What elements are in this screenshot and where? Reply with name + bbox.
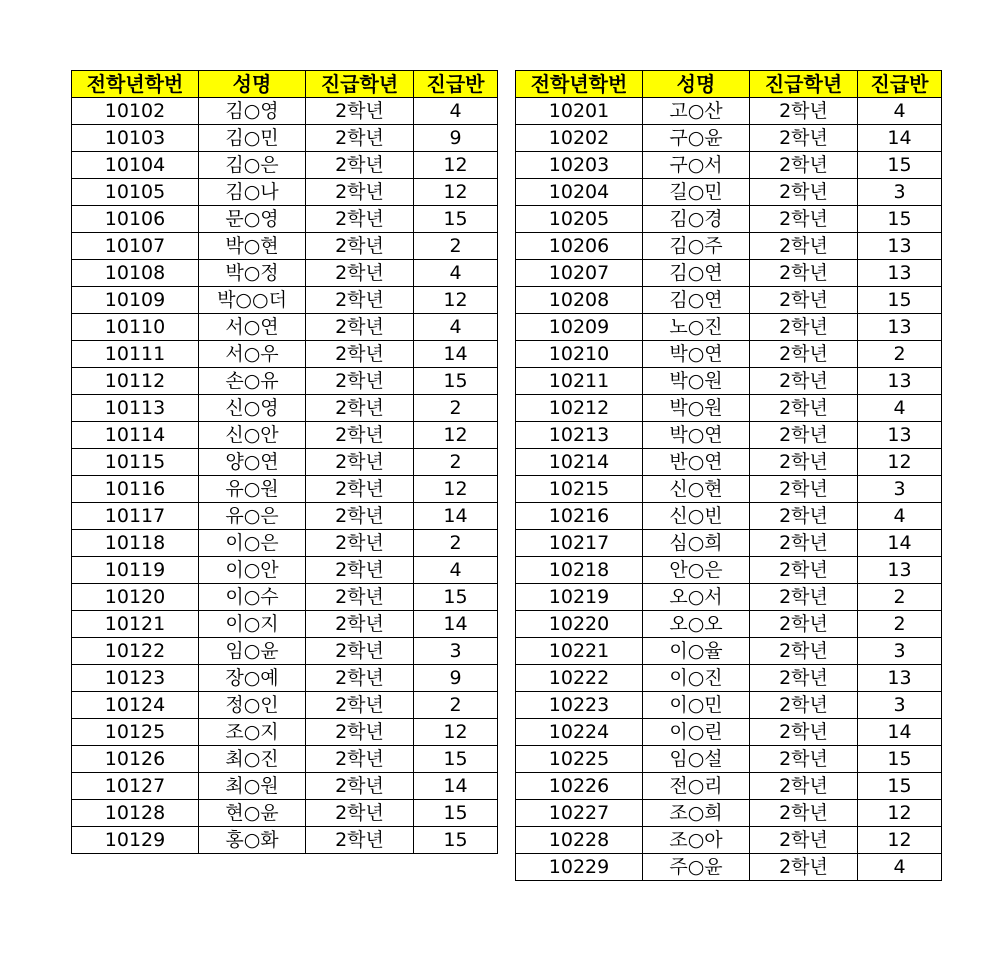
cell-name: 홍○화	[199, 827, 306, 854]
cell-student-id: 10212	[516, 395, 643, 422]
cell-promoted-class: 2	[414, 449, 498, 476]
cell-promoted-grade: 2학년	[306, 98, 414, 125]
cell-student-id: 10126	[72, 746, 199, 773]
cell-name: 이○은	[199, 530, 306, 557]
table-row	[516, 476, 942, 503]
cell-name: 김○민	[199, 125, 306, 152]
table-row	[516, 854, 942, 881]
cell-promoted-grade: 2학년	[306, 368, 414, 395]
table-row	[516, 800, 942, 827]
table-row	[72, 125, 498, 152]
table-row	[72, 800, 498, 827]
cell-promoted-grade: 2학년	[750, 125, 858, 152]
cell-name: 김○주	[643, 233, 750, 260]
cell-student-id: 10210	[516, 341, 643, 368]
cell-student-id: 10121	[72, 611, 199, 638]
cell-promoted-grade: 2학년	[306, 665, 414, 692]
cell-student-id: 10223	[516, 692, 643, 719]
cell-promoted-class: 15	[858, 773, 942, 800]
table-row	[72, 719, 498, 746]
cell-promoted-class: 4	[414, 260, 498, 287]
cell-promoted-grade: 2학년	[750, 503, 858, 530]
cell-promoted-grade: 2학년	[306, 476, 414, 503]
cell-promoted-class: 12	[414, 152, 498, 179]
table-row	[516, 422, 942, 449]
cell-name: 박○현	[199, 233, 306, 260]
cell-name: 김○연	[643, 260, 750, 287]
cell-name: 김○연	[643, 287, 750, 314]
cell-student-id: 10205	[516, 206, 643, 233]
cell-promoted-class: 2	[414, 395, 498, 422]
cell-name: 반○연	[643, 449, 750, 476]
table-row	[516, 611, 942, 638]
cell-student-id: 10207	[516, 260, 643, 287]
roster-table-right	[515, 70, 942, 881]
table-row	[516, 341, 942, 368]
cell-promoted-grade: 2학년	[306, 800, 414, 827]
cell-promoted-grade: 2학년	[306, 557, 414, 584]
cell-name: 문○영	[199, 206, 306, 233]
cell-name: 이○안	[199, 557, 306, 584]
table-row	[516, 368, 942, 395]
cell-name: 조○지	[199, 719, 306, 746]
cell-promoted-class: 4	[414, 557, 498, 584]
cell-student-id: 10229	[516, 854, 643, 881]
cell-promoted-class: 13	[858, 665, 942, 692]
cell-promoted-grade: 2학년	[750, 584, 858, 611]
cell-promoted-class: 15	[858, 152, 942, 179]
cell-promoted-class: 12	[414, 422, 498, 449]
cell-promoted-class: 15	[414, 746, 498, 773]
cell-student-id: 10206	[516, 233, 643, 260]
cell-name: 양○연	[199, 449, 306, 476]
cell-name: 장○예	[199, 665, 306, 692]
cell-promoted-class: 14	[858, 719, 942, 746]
cell-student-id: 10116	[72, 476, 199, 503]
table-row	[516, 206, 942, 233]
cell-promoted-class: 14	[414, 341, 498, 368]
table-row	[516, 557, 942, 584]
cell-promoted-grade: 2학년	[750, 530, 858, 557]
table-row	[516, 746, 942, 773]
header-row	[72, 71, 498, 98]
cell-promoted-class: 4	[858, 395, 942, 422]
cell-student-id: 10122	[72, 638, 199, 665]
cell-student-id: 10123	[72, 665, 199, 692]
cell-student-id: 10203	[516, 152, 643, 179]
cell-student-id: 10113	[72, 395, 199, 422]
cell-name: 임○윤	[199, 638, 306, 665]
table-row	[72, 503, 498, 530]
cell-promoted-grade: 2학년	[306, 638, 414, 665]
table-row	[72, 611, 498, 638]
cell-promoted-class: 13	[858, 422, 942, 449]
cell-promoted-class: 14	[858, 530, 942, 557]
cell-promoted-grade: 2학년	[750, 98, 858, 125]
table-row	[516, 719, 942, 746]
cell-promoted-grade: 2학년	[306, 773, 414, 800]
cell-name: 오○오	[643, 611, 750, 638]
cell-promoted-grade: 2학년	[750, 206, 858, 233]
cell-student-id: 10117	[72, 503, 199, 530]
cell-name: 신○빈	[643, 503, 750, 530]
cell-name: 김○경	[643, 206, 750, 233]
table-row	[516, 773, 942, 800]
cell-name: 김○영	[199, 98, 306, 125]
cell-promoted-grade: 2학년	[750, 368, 858, 395]
table-row	[72, 179, 498, 206]
cell-student-id: 10107	[72, 233, 199, 260]
header-promoted-grade: 진급학년	[306, 71, 414, 98]
table-row	[516, 665, 942, 692]
cell-student-id: 10227	[516, 800, 643, 827]
cell-name: 이○민	[643, 692, 750, 719]
cell-name: 임○설	[643, 746, 750, 773]
cell-student-id: 10218	[516, 557, 643, 584]
table-row	[516, 152, 942, 179]
table-row	[516, 692, 942, 719]
cell-promoted-class: 14	[858, 125, 942, 152]
roster-body-right	[516, 98, 942, 881]
cell-promoted-grade: 2학년	[750, 395, 858, 422]
table-row	[72, 557, 498, 584]
cell-promoted-class: 15	[414, 584, 498, 611]
cell-name: 최○진	[199, 746, 306, 773]
cell-student-id: 10104	[72, 152, 199, 179]
table-row	[516, 503, 942, 530]
cell-name: 전○리	[643, 773, 750, 800]
table-row	[516, 314, 942, 341]
cell-student-id: 10209	[516, 314, 643, 341]
cell-promoted-class: 14	[414, 503, 498, 530]
cell-name: 서○우	[199, 341, 306, 368]
cell-promoted-grade: 2학년	[750, 827, 858, 854]
cell-promoted-grade: 2학년	[306, 530, 414, 557]
cell-name: 구○윤	[643, 125, 750, 152]
roster-table-left	[71, 70, 498, 854]
cell-promoted-grade: 2학년	[306, 152, 414, 179]
cell-promoted-grade: 2학년	[750, 179, 858, 206]
cell-promoted-grade: 2학년	[306, 233, 414, 260]
table-row	[516, 125, 942, 152]
cell-student-id: 10102	[72, 98, 199, 125]
table-row	[516, 530, 942, 557]
cell-student-id: 10115	[72, 449, 199, 476]
header-row	[516, 71, 942, 98]
table-row	[72, 368, 498, 395]
cell-student-id: 10226	[516, 773, 643, 800]
cell-student-id: 10220	[516, 611, 643, 638]
table-row	[72, 746, 498, 773]
cell-student-id: 10127	[72, 773, 199, 800]
table-row	[516, 395, 942, 422]
cell-name: 이○수	[199, 584, 306, 611]
cell-student-id: 10106	[72, 206, 199, 233]
cell-promoted-class: 3	[858, 638, 942, 665]
cell-student-id: 10125	[72, 719, 199, 746]
cell-student-id: 10112	[72, 368, 199, 395]
cell-promoted-class: 15	[858, 287, 942, 314]
table-row	[72, 692, 498, 719]
cell-name: 이○지	[199, 611, 306, 638]
cell-promoted-class: 2	[858, 584, 942, 611]
table-row	[72, 287, 498, 314]
cell-promoted-grade: 2학년	[306, 125, 414, 152]
cell-student-id: 10109	[72, 287, 199, 314]
cell-promoted-class: 13	[858, 368, 942, 395]
cell-student-id: 10105	[72, 179, 199, 206]
table-row	[72, 476, 498, 503]
cell-promoted-grade: 2학년	[750, 287, 858, 314]
cell-student-id: 10211	[516, 368, 643, 395]
cell-promoted-grade: 2학년	[750, 476, 858, 503]
cell-promoted-class: 12	[414, 719, 498, 746]
cell-name: 신○현	[643, 476, 750, 503]
table-row	[516, 179, 942, 206]
cell-name: 고○산	[643, 98, 750, 125]
cell-promoted-class: 3	[858, 476, 942, 503]
cell-promoted-class: 14	[414, 773, 498, 800]
cell-promoted-grade: 2학년	[750, 314, 858, 341]
table-row	[72, 260, 498, 287]
cell-promoted-class: 2	[414, 692, 498, 719]
cell-promoted-grade: 2학년	[750, 773, 858, 800]
table-row	[516, 449, 942, 476]
cell-promoted-class: 12	[858, 800, 942, 827]
cell-name: 박○연	[643, 341, 750, 368]
cell-promoted-class: 15	[858, 746, 942, 773]
cell-promoted-class: 4	[414, 98, 498, 125]
cell-promoted-class: 9	[414, 125, 498, 152]
header-name: 성명	[199, 71, 306, 98]
cell-promoted-grade: 2학년	[750, 152, 858, 179]
cell-student-id: 10215	[516, 476, 643, 503]
cell-promoted-class: 15	[414, 368, 498, 395]
cell-student-id: 10221	[516, 638, 643, 665]
cell-name: 구○서	[643, 152, 750, 179]
cell-promoted-grade: 2학년	[750, 719, 858, 746]
cell-promoted-grade: 2학년	[750, 557, 858, 584]
cell-name: 이○진	[643, 665, 750, 692]
cell-promoted-grade: 2학년	[306, 179, 414, 206]
cell-student-id: 10114	[72, 422, 199, 449]
cell-promoted-grade: 2학년	[306, 692, 414, 719]
cell-promoted-grade: 2학년	[306, 341, 414, 368]
cell-name: 박○정	[199, 260, 306, 287]
cell-promoted-grade: 2학년	[306, 827, 414, 854]
cell-student-id: 10224	[516, 719, 643, 746]
header-promoted-grade: 진급학년	[750, 71, 858, 98]
cell-name: 이○린	[643, 719, 750, 746]
cell-promoted-class: 4	[858, 98, 942, 125]
cell-promoted-class: 12	[414, 476, 498, 503]
cell-promoted-grade: 2학년	[306, 422, 414, 449]
cell-promoted-grade: 2학년	[306, 449, 414, 476]
cell-promoted-grade: 2학년	[306, 719, 414, 746]
cell-name: 안○은	[643, 557, 750, 584]
cell-name: 박○연	[643, 422, 750, 449]
cell-student-id: 10217	[516, 530, 643, 557]
cell-name: 신○영	[199, 395, 306, 422]
table-row	[72, 584, 498, 611]
cell-promoted-class: 3	[858, 692, 942, 719]
cell-student-id: 10214	[516, 449, 643, 476]
cell-promoted-class: 3	[414, 638, 498, 665]
cell-promoted-class: 15	[414, 800, 498, 827]
header-name: 성명	[643, 71, 750, 98]
table-row	[72, 152, 498, 179]
cell-promoted-class: 2	[414, 530, 498, 557]
cell-student-id: 10201	[516, 98, 643, 125]
cell-promoted-class: 12	[414, 179, 498, 206]
cell-name: 주○윤	[643, 854, 750, 881]
table-row	[72, 98, 498, 125]
cell-promoted-class: 12	[858, 449, 942, 476]
cell-student-id: 10128	[72, 800, 199, 827]
cell-promoted-grade: 2학년	[306, 503, 414, 530]
header-student-id: 전학년학번	[72, 71, 199, 98]
cell-promoted-class: 13	[858, 260, 942, 287]
table-row	[72, 233, 498, 260]
table-row	[516, 584, 942, 611]
cell-promoted-grade: 2학년	[306, 584, 414, 611]
cell-student-id: 10111	[72, 341, 199, 368]
cell-promoted-class: 4	[858, 854, 942, 881]
cell-name: 김○나	[199, 179, 306, 206]
cell-promoted-grade: 2학년	[750, 341, 858, 368]
table-row	[72, 206, 498, 233]
cell-name: 유○원	[199, 476, 306, 503]
cell-promoted-grade: 2학년	[750, 233, 858, 260]
cell-promoted-class: 12	[414, 287, 498, 314]
cell-promoted-class: 15	[414, 827, 498, 854]
table-row	[72, 773, 498, 800]
cell-student-id: 10222	[516, 665, 643, 692]
table-row	[516, 287, 942, 314]
cell-promoted-class: 2	[858, 611, 942, 638]
cell-promoted-grade: 2학년	[306, 287, 414, 314]
cell-promoted-grade: 2학년	[750, 449, 858, 476]
cell-student-id: 10110	[72, 314, 199, 341]
cell-name: 서○연	[199, 314, 306, 341]
cell-name: 박○원	[643, 395, 750, 422]
table-row	[516, 233, 942, 260]
cell-promoted-class: 12	[858, 827, 942, 854]
cell-promoted-grade: 2학년	[306, 206, 414, 233]
cell-name: 조○희	[643, 800, 750, 827]
table-row	[72, 449, 498, 476]
cell-promoted-grade: 2학년	[306, 395, 414, 422]
cell-promoted-class: 15	[858, 206, 942, 233]
table-row	[516, 98, 942, 125]
cell-promoted-class: 13	[858, 314, 942, 341]
cell-promoted-class: 9	[414, 665, 498, 692]
header-student-id: 전학년학번	[516, 71, 643, 98]
cell-name: 심○희	[643, 530, 750, 557]
cell-promoted-grade: 2학년	[750, 611, 858, 638]
cell-promoted-class: 13	[858, 557, 942, 584]
cell-student-id: 10118	[72, 530, 199, 557]
cell-student-id: 10124	[72, 692, 199, 719]
cell-name: 노○진	[643, 314, 750, 341]
cell-promoted-grade: 2학년	[750, 665, 858, 692]
cell-student-id: 10219	[516, 584, 643, 611]
cell-student-id: 10208	[516, 287, 643, 314]
cell-name: 조○아	[643, 827, 750, 854]
cell-promoted-grade: 2학년	[750, 800, 858, 827]
table-row	[72, 341, 498, 368]
table-row	[72, 665, 498, 692]
cell-promoted-class: 2	[414, 233, 498, 260]
cell-promoted-class: 13	[858, 233, 942, 260]
table-row	[72, 395, 498, 422]
cell-name: 김○은	[199, 152, 306, 179]
cell-name: 손○유	[199, 368, 306, 395]
cell-name: 오○서	[643, 584, 750, 611]
table-row	[72, 638, 498, 665]
cell-promoted-class: 14	[414, 611, 498, 638]
cell-promoted-grade: 2학년	[750, 260, 858, 287]
cell-promoted-class: 4	[414, 314, 498, 341]
cell-student-id: 10204	[516, 179, 643, 206]
cell-name: 길○민	[643, 179, 750, 206]
cell-student-id: 10120	[72, 584, 199, 611]
cell-promoted-class: 2	[858, 341, 942, 368]
cell-name: 박○○더	[199, 287, 306, 314]
cell-promoted-grade: 2학년	[306, 611, 414, 638]
cell-promoted-class: 15	[414, 206, 498, 233]
table-row	[516, 260, 942, 287]
cell-student-id: 10202	[516, 125, 643, 152]
cell-name: 박○원	[643, 368, 750, 395]
table-row	[72, 530, 498, 557]
cell-promoted-grade: 2학년	[750, 692, 858, 719]
table-row	[516, 638, 942, 665]
table-row	[72, 314, 498, 341]
cell-promoted-grade: 2학년	[306, 314, 414, 341]
header-promoted-class: 진급반	[858, 71, 942, 98]
cell-name: 신○안	[199, 422, 306, 449]
cell-student-id: 10216	[516, 503, 643, 530]
table-row	[72, 422, 498, 449]
cell-promoted-class: 4	[858, 503, 942, 530]
cell-promoted-grade: 2학년	[750, 638, 858, 665]
cell-promoted-grade: 2학년	[750, 854, 858, 881]
table-row	[72, 827, 498, 854]
cell-name: 유○은	[199, 503, 306, 530]
cell-name: 정○인	[199, 692, 306, 719]
cell-student-id: 10103	[72, 125, 199, 152]
cell-student-id: 10129	[72, 827, 199, 854]
cell-name: 현○윤	[199, 800, 306, 827]
cell-promoted-grade: 2학년	[750, 422, 858, 449]
cell-promoted-grade: 2학년	[306, 746, 414, 773]
cell-student-id: 10213	[516, 422, 643, 449]
cell-promoted-grade: 2학년	[750, 746, 858, 773]
cell-student-id: 10225	[516, 746, 643, 773]
cell-student-id: 10119	[72, 557, 199, 584]
cell-student-id: 10108	[72, 260, 199, 287]
cell-promoted-grade: 2학년	[306, 260, 414, 287]
cell-name: 최○원	[199, 773, 306, 800]
header-promoted-class: 진급반	[414, 71, 498, 98]
cell-name: 이○율	[643, 638, 750, 665]
table-row	[516, 827, 942, 854]
cell-student-id: 10228	[516, 827, 643, 854]
cell-promoted-class: 3	[858, 179, 942, 206]
roster-body-left	[72, 98, 498, 854]
